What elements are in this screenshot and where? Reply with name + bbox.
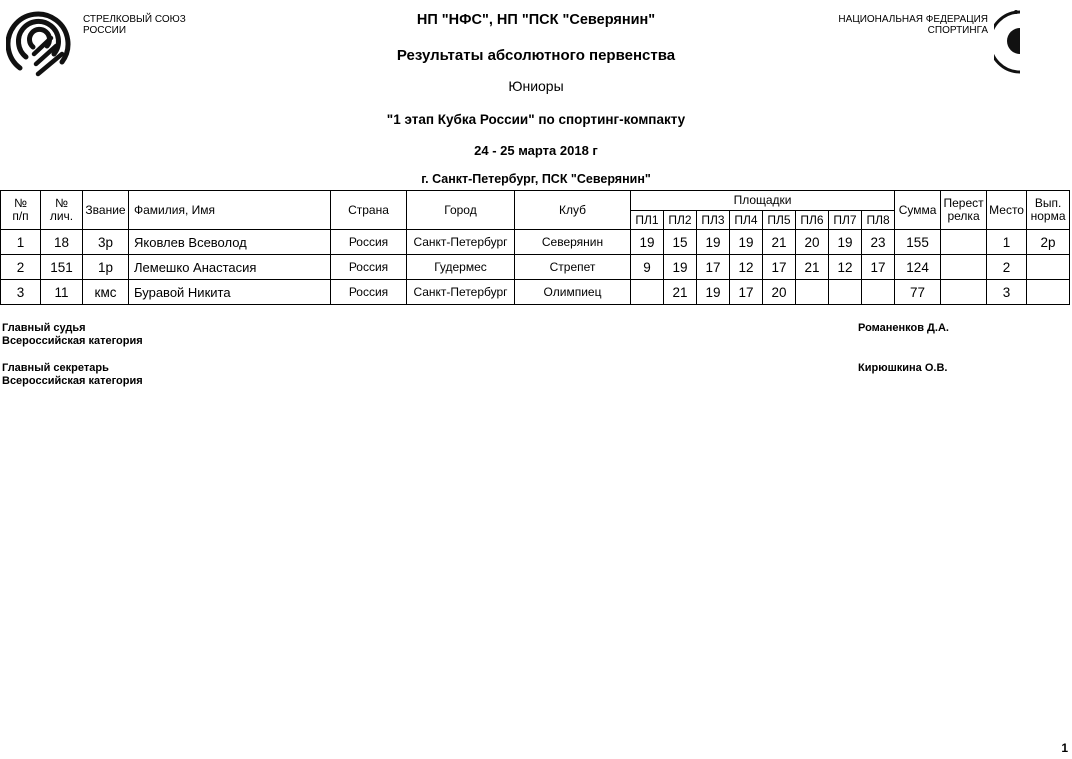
- organizers-title: НП "НФС", НП "ПСК "Северянин": [416, 12, 656, 28]
- cell-norm: [1027, 255, 1070, 280]
- cell-pl6: 21: [796, 255, 829, 280]
- cell-country: Россия: [331, 230, 407, 255]
- cell-name: Буравой Никита: [129, 280, 331, 305]
- event-name: "1 этап Кубка России" по спортинг-компакту: [386, 112, 686, 127]
- cell-license: 11: [41, 280, 83, 305]
- col-header-shootoff: [941, 191, 987, 230]
- col-header-platforms: Площадки: [631, 191, 895, 211]
- chief-judge-name: Романенков Д.А.: [858, 322, 949, 334]
- category-label: Юниоры: [508, 78, 564, 94]
- cell-pl8: 23: [862, 230, 895, 255]
- col-header-num: [1, 191, 41, 230]
- col-header-country: Страна: [331, 191, 407, 230]
- col-header-shootoff-line-1: Перест: [943, 196, 984, 210]
- col-header-pl3: ПЛ3: [697, 211, 730, 230]
- cell-sum: 77: [895, 280, 941, 305]
- col-header-norm-line-1: Вып.: [1034, 196, 1062, 210]
- cell-pl2: 21: [664, 280, 697, 305]
- col-header-pl6: ПЛ6: [796, 211, 829, 230]
- cell-rank: 1р: [83, 255, 129, 280]
- page-number: 1: [1061, 741, 1068, 755]
- col-header-place: Место: [987, 191, 1027, 230]
- cell-country: Россия: [331, 255, 407, 280]
- chief-secretary-role: Главный секретарь: [2, 362, 109, 374]
- cell-pl5: 21: [763, 230, 796, 255]
- cell-pl4: 12: [730, 255, 763, 280]
- cell-sum: 124: [895, 255, 941, 280]
- cell-rank: кмс: [83, 280, 129, 305]
- org-right-line-1: НАЦИОНАЛЬНАЯ ФЕДЕРАЦИЯ: [838, 14, 988, 25]
- chief-judge-role: Главный судья: [2, 322, 86, 334]
- cell-pl1: 9: [631, 255, 664, 280]
- cell-pl1: 19: [631, 230, 664, 255]
- cell-pl2: 15: [664, 230, 697, 255]
- event-dates: 24 - 25 марта 2018 г: [474, 143, 598, 158]
- cell-pl4: 17: [730, 280, 763, 305]
- org-right-line-2: СПОРТИНГА: [927, 25, 988, 36]
- col-header-norm: [1027, 191, 1070, 230]
- cell-pl7: 19: [829, 230, 862, 255]
- col-header-license-line-2: лич.: [49, 209, 74, 223]
- table-row: [1, 255, 1070, 280]
- cell-num: 3: [1, 280, 41, 305]
- cell-license: 18: [41, 230, 83, 255]
- cell-name: Лемешко Анастасия: [129, 255, 331, 280]
- cell-pl5: 17: [763, 255, 796, 280]
- col-header-pl2: ПЛ2: [664, 211, 697, 230]
- cell-place: 3: [987, 280, 1027, 305]
- cell-club: Стрепет: [515, 255, 631, 280]
- page-title: Результаты абсолютного первенства: [396, 47, 676, 64]
- event-location: г. Санкт-Петербург, ПСК "Северянин": [421, 172, 651, 186]
- cell-pl3: 19: [697, 230, 730, 255]
- chief-secretary-block: [2, 362, 143, 388]
- cell-pl7: 12: [829, 255, 862, 280]
- cell-pl4: 19: [730, 230, 763, 255]
- col-header-num-line-1: №: [14, 196, 27, 210]
- cell-pl2: 19: [664, 255, 697, 280]
- cell-place: 1: [987, 230, 1027, 255]
- chief-judge-block: [2, 322, 143, 348]
- cell-norm: 2р: [1027, 230, 1070, 255]
- cell-shootoff: [941, 280, 987, 305]
- col-header-pl7: ПЛ7: [829, 211, 862, 230]
- col-header-pl5: ПЛ5: [763, 211, 796, 230]
- cell-sum: 155: [895, 230, 941, 255]
- col-header-name: Фамилия, Имя: [129, 191, 331, 230]
- cell-club: Олимпиец: [515, 280, 631, 305]
- chief-secretary-name: Кирюшкина О.В.: [858, 362, 948, 374]
- cell-rank: 3р: [83, 230, 129, 255]
- cell-pl3: 19: [697, 280, 730, 305]
- col-header-city: Город: [407, 191, 515, 230]
- col-header-rank: Звание: [83, 191, 129, 230]
- col-header-num-line-2: п/п: [12, 209, 29, 223]
- cell-pl3: 17: [697, 255, 730, 280]
- col-header-license-line-1: №: [55, 196, 68, 210]
- cell-pl1: [631, 280, 664, 305]
- cell-pl6: 20: [796, 230, 829, 255]
- cell-club: Северянин: [515, 230, 631, 255]
- cell-num: 1: [1, 230, 41, 255]
- cell-pl7: [829, 280, 862, 305]
- cell-pl8: 17: [862, 255, 895, 280]
- col-header-pl8: ПЛ8: [862, 211, 895, 230]
- table-row: [1, 230, 1070, 255]
- cell-country: Россия: [331, 280, 407, 305]
- cell-pl8: [862, 280, 895, 305]
- cell-num: 2: [1, 255, 41, 280]
- cell-pl6: [796, 280, 829, 305]
- results-table: [0, 190, 1070, 305]
- cell-city: Санкт-Петербург: [407, 230, 515, 255]
- cell-city: Санкт-Петербург: [407, 280, 515, 305]
- cell-name: Яковлев Всеволод: [129, 230, 331, 255]
- cell-shootoff: [941, 230, 987, 255]
- cell-norm: [1027, 280, 1070, 305]
- col-header-sum: Сумма: [895, 191, 941, 230]
- col-header-license: [41, 191, 83, 230]
- org-left-line-1: СТРЕЛКОВЫЙ СОЮЗ: [83, 14, 186, 25]
- chief-judge-category: Всероссийская категория: [2, 335, 143, 347]
- col-header-pl1: ПЛ1: [631, 211, 664, 230]
- col-header-shootoff-line-2: релка: [947, 209, 980, 223]
- org-left-line-2: РОССИИ: [83, 25, 127, 36]
- col-header-pl4: ПЛ4: [730, 211, 763, 230]
- chief-secretary-category: Всероссийская категория: [2, 375, 143, 387]
- table-row: [1, 280, 1070, 305]
- col-header-club: Клуб: [515, 191, 631, 230]
- cell-place: 2: [987, 255, 1027, 280]
- cell-license: 151: [41, 255, 83, 280]
- cell-shootoff: [941, 255, 987, 280]
- col-header-norm-line-2: норма: [1030, 209, 1066, 223]
- cell-pl5: 20: [763, 280, 796, 305]
- cell-city: Гудермес: [407, 255, 515, 280]
